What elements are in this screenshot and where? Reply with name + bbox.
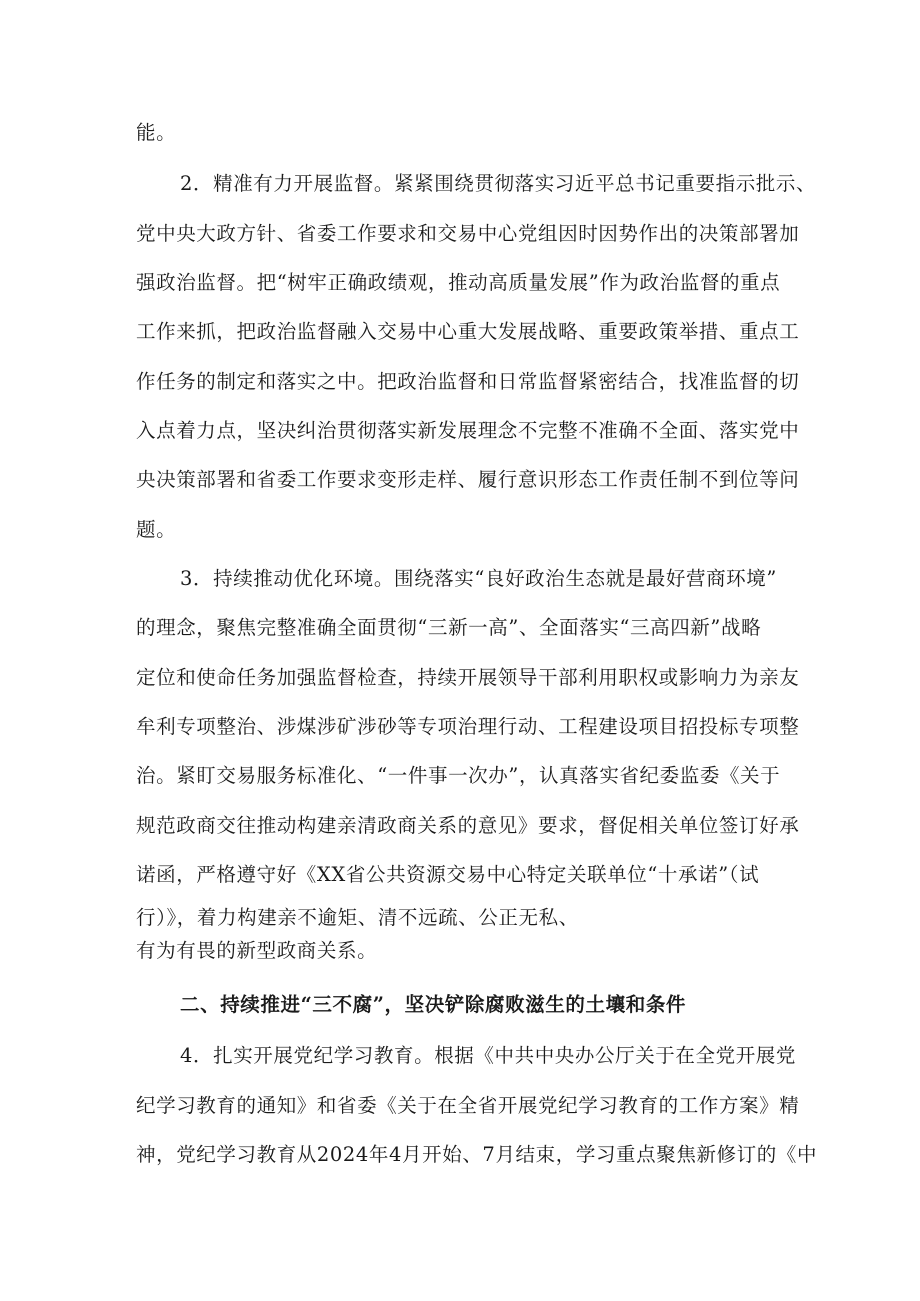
- text-line: 工作来抓，把政治监督融入交易中心重大发展战略、重要政策举措、重点工: [136, 320, 800, 343]
- text-line: 规范政商交往推动构建亲清政商关系的意见》要求，督促相关单位签订好承: [136, 814, 800, 837]
- text-line: 题。: [136, 518, 177, 541]
- paragraph-3-line: 3．持续推动优化环境。围绕落实“良好政治生态就是最好营商环境”: [180, 567, 777, 590]
- text-line: 有为有畏的新型政商关系。: [136, 939, 378, 962]
- text-line: 神，党纪学习教育从2024年4月开始、7月结束，学习重点聚焦新修订的《中: [136, 1143, 818, 1166]
- text-line: 的理念，聚焦完整准确全面贯彻“三新一高”、全面落实“三高四新”战略: [136, 616, 762, 639]
- text-line: 强政治监督。把“树牢正确政绩观，推动高质量发展”作为政治监督的重点: [136, 271, 781, 294]
- text-line: 行）》，着力构建亲不逾矩、清不远疏、公正无私、: [136, 906, 579, 929]
- text-line: 能。: [136, 121, 177, 144]
- section-heading: 二、持续推进“三不腐”，坚决铲除腐败滋生的土壤和条件: [180, 993, 687, 1016]
- text-line: 作任务的制定和落实之中。把政治监督和日常监督紧密结合，找准监督的切: [136, 370, 800, 393]
- text-line: 入点着力点，坚决纠治贯彻落实新发展理念不完整不准确不全面、落实党中: [136, 419, 800, 442]
- text-line: 纪学习教育的通知》和省委《关于在全省开展党纪学习教育的工作方案》精: [136, 1094, 800, 1117]
- text-line: 央决策部署和省委工作要求变形走样、履行意识形态工作责任制不到位等问: [136, 468, 800, 491]
- paragraph-2-line: 2．精准有力开展监督。紧紧围绕贯彻落实习近平总书记重要指示批示、: [180, 172, 817, 195]
- text-line: 诺函，严格遵守好《XX省公共资源交易中心特定关联单位“十承诺”（试: [136, 863, 760, 886]
- text-line: 党中央大政方针、省委工作要求和交易中心党组因时因势作出的决策部署加: [136, 222, 800, 245]
- text-line: 治。紧盯交易服务标准化、“一件事一次办”，认真落实省纪委监委《关于: [136, 764, 781, 787]
- text-line: 定位和使命任务加强监督检查，持续开展领导干部利用职权或影响力为亲友: [136, 666, 800, 689]
- text-line: 牟利专项整治、涉煤涉矿涉砂等专项治理行动、工程建设项目招投标专项整: [136, 715, 800, 738]
- paragraph-4-line: 4．扎实开展党纪学习教育。根据《中共中央办公厅关于在全党开展党: [180, 1044, 797, 1067]
